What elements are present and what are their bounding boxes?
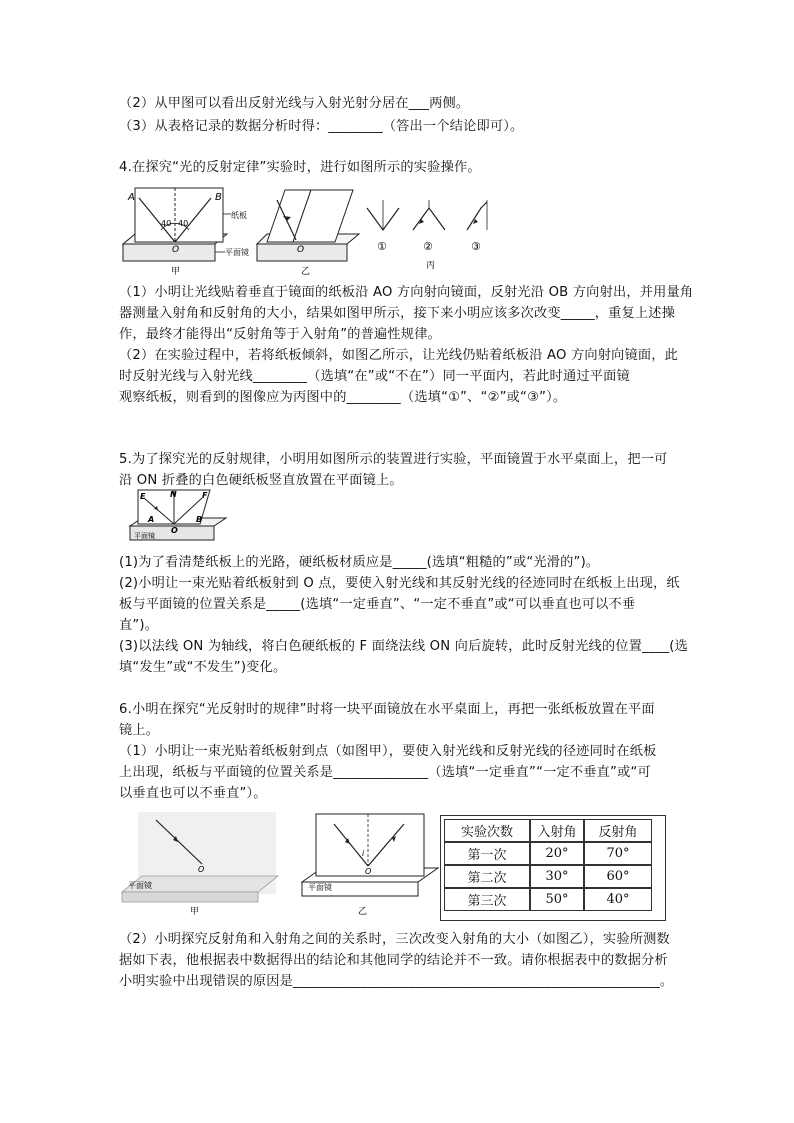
q6-cap-jia: 甲 xyxy=(190,907,200,917)
q5-label-mirror: 平面镜 xyxy=(134,532,155,540)
table-header-cell: 实验次数 xyxy=(444,819,530,842)
table-header-cell: 入射角 xyxy=(530,819,584,842)
q6-p1-line-2: 上出现，纸板与平面镜的位置关系是______________（选填“一定垂直”“一定不垂直”或“可 xyxy=(119,765,651,780)
q4-cap-jia: 甲 xyxy=(171,267,181,276)
q4-fig-yi xyxy=(257,190,359,276)
q4-opt-1: ① xyxy=(377,240,387,253)
q5-stem-line-1: 5.为了探究光的反射规律，小明用如图所示的装置进行实验，平面镜置于水平桌面上，把一可 xyxy=(119,452,668,467)
q5-p2-line-1: (2)小明让一束光贴着纸板射到 O 点，要使入射光线和其反射光线的径迹同时在纸板上出现，纸 xyxy=(119,576,680,591)
table-header-cell: 反射角 xyxy=(584,819,652,842)
table-header-row xyxy=(444,819,652,842)
table-cell: 第二次 xyxy=(444,865,530,888)
q5-p2-line-2: 板与平面镜的位置关系是_____(选填“一定垂直”、“一定不垂直”或“可以垂直也可以不垂 xyxy=(119,597,636,612)
q6-p2-line-2: 据如下表，他根据表中数据得出的结论和其他同学的结论并不一致。请你根据表中的数据分析 xyxy=(119,953,668,968)
q4-p2-line-1: （2）在实验过程中，若将纸板倾斜，如图乙所示，让光线仍贴着纸板沿 AO 方向射向镜面，此 xyxy=(119,348,679,363)
table-row xyxy=(444,888,652,911)
q4-label-paper: 纸板 xyxy=(231,211,247,220)
q6-data-table xyxy=(444,819,652,911)
q5-p3-line-2: 填“发生”或“不发生”)变化。 xyxy=(119,660,287,675)
q4-angle-1: 40 xyxy=(161,219,172,228)
table-cell: 40° xyxy=(584,888,652,911)
q4-p1-line-1: （1）小明让光线贴着垂直于镜面的纸板沿 AO 方向射向镜面，反射光沿 OB 方向射出，并用量角 xyxy=(119,285,694,300)
q4-yi-O: O xyxy=(297,245,305,255)
q4-label-A: A xyxy=(128,192,135,203)
q4-p1-line-2: 器测量入射角和反射角的大小，结果如图甲所示，接下来小明应该多次改变_____，重复上述操 xyxy=(119,306,676,321)
q4-label-mirror: 平面镜 xyxy=(225,248,249,257)
q4-label-O: O xyxy=(172,245,180,255)
table-cell: 20° xyxy=(530,842,584,865)
table-cell: 30° xyxy=(530,865,584,888)
q4-fig-jia xyxy=(123,188,249,276)
q4-p2-line-3: 观察纸板，则看到的图像应为丙图中的________（选填“①”、“②”或“③”）。 xyxy=(119,390,567,405)
q5-label-N: N xyxy=(170,490,177,499)
q5-p1: (1)为了看清楚纸板上的光路，硬纸板材质应是_____(选填“粗糙的”或“光滑的”)。 xyxy=(119,555,600,570)
q4-angle-2: 40 xyxy=(178,219,189,228)
q4-stem: 4.在探究“光的反射定律”实验时，进行如图所示的实验操作。 xyxy=(119,160,481,175)
q5-label-A: A xyxy=(148,515,155,524)
q5-figure xyxy=(128,488,228,546)
q6-figure-jia xyxy=(120,810,280,918)
q5-label-B: B xyxy=(196,515,203,524)
q5-label-F: F xyxy=(202,491,208,500)
q4-opt-3: ③ xyxy=(471,240,481,253)
q4-label-B: B xyxy=(215,192,222,203)
q5-p3-line-1: (3)以法线 ON 为轴线，将白色硬纸板的 F 面绕法线 ON 向后旋转，此时反射光线的位置____(选 xyxy=(119,639,689,654)
q6-yi-O: O xyxy=(365,867,372,876)
table-cell: 第三次 xyxy=(444,888,530,911)
q6-cap-yi: 乙 xyxy=(358,907,368,917)
q5-p2-line-3: 直”)。 xyxy=(119,618,159,633)
q6-jia-O: O xyxy=(198,865,205,874)
table-cell: 60° xyxy=(584,865,652,888)
q3-line-3: （3）从表格记录的数据分析时得：________（答出一个结论即可）。 xyxy=(119,119,524,134)
q6-figure-yi xyxy=(300,812,440,918)
q6-p2-line-1: （2）小明探究反射角和入射角之间的关系时，三次改变入射角的大小（如图乙），实验所测数 xyxy=(119,932,670,947)
q6-p1-line-3: 以垂直也可以不垂直”）。 xyxy=(119,786,267,801)
table-row xyxy=(444,842,652,865)
q6-stem-line-2: 镜上。 xyxy=(119,723,160,738)
q5-label-E: E xyxy=(140,492,146,501)
q4-p2-line-2: 时反射光线与入射光线________（选填“在”或“不在”）同一平面内，若此时通过平面镜 xyxy=(119,369,630,384)
q6-stem-line-1: 6.小明在探究“光反射时的规律”时将一块平面镜放在水平桌面上，再把一张纸板放置在平面 xyxy=(119,702,655,717)
q6-p2-line-3: 小明实验中出现错误的原因是______________________________________________________。 xyxy=(119,974,674,989)
q4-cap-bing: 丙 xyxy=(426,261,436,271)
q5-label-O: O xyxy=(171,526,178,535)
q6-yi-i: i xyxy=(362,849,365,858)
q3-line-2: （2）从甲图可以看出反射光线与入射光射分居在___两侧。 xyxy=(119,96,470,111)
q4-opt-2: ② xyxy=(423,240,433,253)
table-cell: 50° xyxy=(530,888,584,911)
q4-figure xyxy=(115,186,515,276)
q6-jia-mirror: 平面镜 xyxy=(128,881,152,890)
table-row xyxy=(444,865,652,888)
q6-yi-mirror: 平面镜 xyxy=(308,883,332,892)
q4-p1-line-3: 作，最终才能得出“反射角等于入射角”的普遍性规律。 xyxy=(119,327,441,342)
q5-stem-line-2: 沿 ON 折叠的白色硬纸板竖直放置在平面镜上。 xyxy=(119,473,403,488)
table-cell: 70° xyxy=(584,842,652,865)
q6-p1-line-1: （1）小明让一束光贴着纸板射到点（如图甲），要使入射光线和反射光线的径迹同时在纸板 xyxy=(119,744,657,759)
table-cell: 第一次 xyxy=(444,842,530,865)
q4-fig-bing xyxy=(367,200,487,271)
q4-cap-yi: 乙 xyxy=(301,267,311,276)
